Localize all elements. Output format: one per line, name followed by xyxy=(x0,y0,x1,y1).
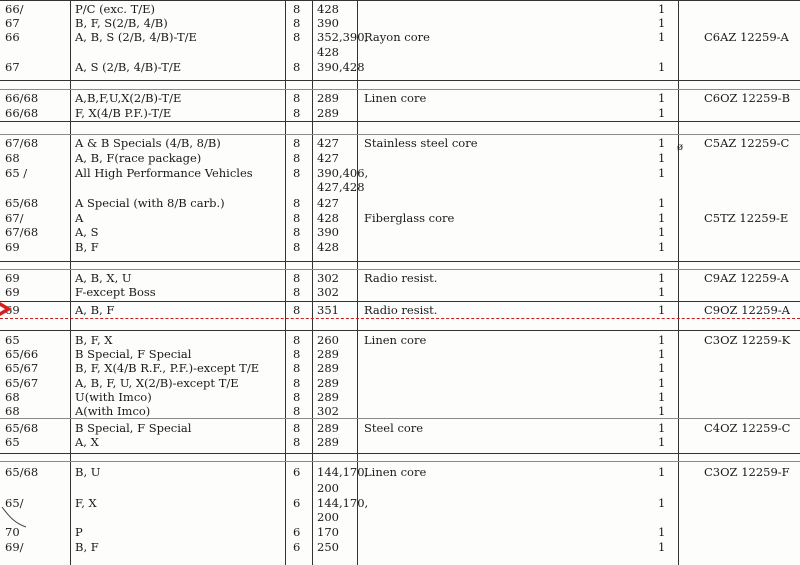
cell-models: B, F, S(2/B, 4/B) xyxy=(75,16,168,30)
cell-cid: 289 xyxy=(317,390,339,404)
cell-year: 70 xyxy=(5,525,20,539)
cell-cyl: 6 xyxy=(293,525,301,539)
cell-models: A, X xyxy=(75,435,99,449)
cell-year: 68 xyxy=(5,151,20,165)
cell-models: A, S xyxy=(75,225,99,239)
cell-models: All High Performance Vehicles xyxy=(75,166,253,180)
row-rule xyxy=(0,330,800,331)
cell-desc: Radio resist. xyxy=(364,271,438,285)
cell-qty: 1 xyxy=(658,240,666,254)
cell-year: 69/ xyxy=(5,540,24,554)
cell-year: 67 xyxy=(5,16,20,30)
cell-cid: 428 xyxy=(317,240,339,254)
cell-cyl: 8 xyxy=(293,240,301,254)
cell-year: 65 xyxy=(5,333,20,347)
cell-cid: 289 xyxy=(317,421,339,435)
cell-models: A, S (2/B, 4/B)-T/E xyxy=(75,60,182,74)
cell-year: 69 xyxy=(5,271,20,285)
cell-cid: 427 xyxy=(317,196,339,210)
cell-cid: 390,428 xyxy=(317,60,365,74)
cell-qty: 1 xyxy=(658,465,666,479)
row-rule xyxy=(0,89,800,90)
cell-models: B Special, F Special xyxy=(75,347,192,361)
cell-year: 67/ xyxy=(5,211,24,225)
cell-qty: 1 xyxy=(658,196,666,210)
cell-year: 69 xyxy=(5,303,20,317)
cell-models: F, X(4/B P.F.)-T/E xyxy=(75,106,172,120)
cell-qty: 1 xyxy=(658,106,666,120)
cell-cyl: 6 xyxy=(293,465,301,479)
cell-qty: 1 xyxy=(658,333,666,347)
cell-cid: 428 xyxy=(317,211,339,225)
column-rule xyxy=(357,0,358,565)
cell-cyl: 8 xyxy=(293,196,301,210)
cell-models: P/C (exc. T/E) xyxy=(75,2,156,16)
cell-cyl: 8 xyxy=(293,106,301,120)
cell-cid: 289 xyxy=(317,91,339,105)
column-rule xyxy=(678,0,679,565)
cell-cid: 427 xyxy=(317,136,339,150)
cell-cid: 302 xyxy=(317,271,339,285)
cell-cid: 289 xyxy=(317,376,339,390)
row-rule xyxy=(0,134,800,135)
cell-desc: Fiberglass core xyxy=(364,211,455,225)
cell-cid: 302 xyxy=(317,404,339,418)
cell-part: C3OZ 12259-K xyxy=(704,333,791,347)
row-rule xyxy=(0,121,800,122)
cell-qty: 1 xyxy=(658,390,666,404)
cell-models: B Special, F Special xyxy=(75,421,192,435)
cell-models: B, U xyxy=(75,465,101,479)
cell-year: 69 xyxy=(5,285,20,299)
cell-models: B, F, X xyxy=(75,333,113,347)
cell-cid: 390,406, xyxy=(317,166,369,180)
cell-cid: 289 xyxy=(317,435,339,449)
cell-cid: 200 xyxy=(317,481,339,495)
row-rule xyxy=(0,461,800,462)
cell-desc: Linen core xyxy=(364,333,427,347)
column-rule xyxy=(312,0,313,565)
cell-part: C6AZ 12259-A xyxy=(704,30,789,44)
cell-year: 65 / xyxy=(5,166,28,180)
cell-cyl: 8 xyxy=(293,16,301,30)
cell-cid: 302 xyxy=(317,285,339,299)
row-rule xyxy=(0,80,800,81)
cell-cid: 390 xyxy=(317,225,339,239)
cell-cid: 427 xyxy=(317,151,339,165)
cell-qty: 1 xyxy=(658,525,666,539)
cell-cyl: 8 xyxy=(293,211,301,225)
cell-cyl: 8 xyxy=(293,390,301,404)
cell-cid: 427,428 xyxy=(317,180,365,194)
cell-qty: 1 xyxy=(658,136,666,150)
cell-year: 66/68 xyxy=(5,91,39,105)
cell-models: A, B, F xyxy=(75,303,115,317)
cell-desc: Radio resist. xyxy=(364,303,438,317)
cell-part: C6OZ 12259-B xyxy=(704,91,791,105)
cell-year: 65/68 xyxy=(5,421,39,435)
cell-cyl: 8 xyxy=(293,271,301,285)
cell-year: 67 xyxy=(5,60,20,74)
cell-cid: 144,170, xyxy=(317,465,369,479)
cell-desc: Stainless steel core xyxy=(364,136,478,150)
cell-year: 68 xyxy=(5,404,20,418)
row-rule xyxy=(0,261,800,262)
row-rule xyxy=(0,418,800,419)
cell-cyl: 8 xyxy=(293,303,301,317)
cell-cyl: 8 xyxy=(293,404,301,418)
cell-cyl: 8 xyxy=(293,91,301,105)
cell-cyl: 6 xyxy=(293,540,301,554)
cell-cyl: 8 xyxy=(293,285,301,299)
cell-cid: 390 xyxy=(317,16,339,30)
cell-qty: 1 xyxy=(658,2,666,16)
cell-models: F-except Boss xyxy=(75,285,156,299)
cell-qty: 1 xyxy=(658,435,666,449)
row-rule xyxy=(0,301,800,302)
cell-qty: 1 xyxy=(658,285,666,299)
cell-qty: 1 xyxy=(658,30,666,44)
cell-part: C9AZ 12259-A xyxy=(704,271,789,285)
cell-qty: 1 xyxy=(658,540,666,554)
cell-qty: 1 xyxy=(658,166,666,180)
cell-cid: 289 xyxy=(317,347,339,361)
cell-models: B, F, X(4/B R.F., P.F.)-except T/E xyxy=(75,361,260,375)
cell-qty: 1 xyxy=(658,60,666,74)
cell-cid: 289 xyxy=(317,106,339,120)
cell-year: 65 xyxy=(5,435,20,449)
cell-cid: 289 xyxy=(317,361,339,375)
highlight-row-rule xyxy=(0,318,800,319)
cell-year: 66/ xyxy=(5,2,24,16)
cell-qty: 1 xyxy=(658,91,666,105)
cell-cyl: 8 xyxy=(293,376,301,390)
cell-qty: 1 xyxy=(658,225,666,239)
cell-year: 69 xyxy=(5,240,20,254)
cell-cyl: 8 xyxy=(293,435,301,449)
cell-models: B, F xyxy=(75,540,99,554)
cell-cyl: 6 xyxy=(293,496,301,510)
cell-models: A, B, S (2/B, 4/B)-T/E xyxy=(75,30,197,44)
cell-qty: 1 xyxy=(658,404,666,418)
cell-year: 65/68 xyxy=(5,465,39,479)
cell-models: A, B, F(race package) xyxy=(75,151,202,165)
column-rule xyxy=(285,0,286,565)
cell-models: A, B, X, U xyxy=(75,271,132,285)
cell-cid: 352,390, xyxy=(317,30,369,44)
row-rule xyxy=(0,269,800,270)
cell-year: 65/67 xyxy=(5,376,39,390)
cell-qty: 1 xyxy=(658,421,666,435)
cell-cid: 250 xyxy=(317,540,339,554)
cell-desc: Steel core xyxy=(364,421,424,435)
cell-part: C3OZ 12259-F xyxy=(704,465,790,479)
cell-year: 65/ xyxy=(5,496,24,510)
cell-cyl: 8 xyxy=(293,421,301,435)
cell-models: A Special (with 8/B carb.) xyxy=(75,196,225,210)
cell-cyl: 8 xyxy=(293,60,301,74)
cell-models: P xyxy=(75,525,83,539)
row-rule xyxy=(0,453,800,454)
cell-cyl: 8 xyxy=(293,151,301,165)
cell-cid: 144,170, xyxy=(317,496,369,510)
cell-year: 65/67 xyxy=(5,361,39,375)
cell-cyl: 8 xyxy=(293,2,301,16)
cell-part: C5TZ 12259-E xyxy=(704,211,789,225)
cell-year: 67/68 xyxy=(5,136,39,150)
cell-models: A(with Imco) xyxy=(75,404,151,418)
cell-cyl: 8 xyxy=(293,136,301,150)
cell-qty: 1 xyxy=(658,361,666,375)
cell-cid: 170 xyxy=(317,525,339,539)
cell-cid: 351 xyxy=(317,303,339,317)
margin-scribble xyxy=(0,505,30,545)
cell-qty: 1 xyxy=(658,347,666,361)
cell-part: C5AZ 12259-C xyxy=(704,136,790,150)
cell-models: A xyxy=(75,211,84,225)
cell-cyl: 8 xyxy=(293,347,301,361)
cell-qty: 1 xyxy=(658,496,666,510)
cell-models: U(with Imco) xyxy=(75,390,152,404)
cell-models: B, F xyxy=(75,240,99,254)
cell-cyl: 8 xyxy=(293,333,301,347)
cell-cid: 428 xyxy=(317,45,339,59)
slash-mark: ø xyxy=(677,142,684,153)
cell-desc: Linen core xyxy=(364,465,427,479)
cell-qty: 1 xyxy=(658,303,666,317)
highlight-arrow-inner xyxy=(0,306,5,312)
cell-year: 68 xyxy=(5,390,20,404)
cell-part: C9OZ 12259-A xyxy=(704,303,790,317)
cell-desc: Linen core xyxy=(364,91,427,105)
cell-cyl: 8 xyxy=(293,361,301,375)
cell-qty: 1 xyxy=(658,211,666,225)
cell-year: 65/68 xyxy=(5,196,39,210)
cell-year: 66/68 xyxy=(5,106,39,120)
cell-models: A, B, F, U, X(2/B)-except T/E xyxy=(75,376,239,390)
row-rule xyxy=(0,0,800,1)
cell-part: C4OZ 12259-C xyxy=(704,421,791,435)
cell-cyl: 8 xyxy=(293,225,301,239)
cell-desc: Rayon core xyxy=(364,30,430,44)
cell-qty: 1 xyxy=(658,16,666,30)
cell-models: A & B Specials (4/B, 8/B) xyxy=(75,136,221,150)
cell-year: 67/68 xyxy=(5,225,39,239)
column-rule xyxy=(70,0,71,565)
cell-qty: 1 xyxy=(658,376,666,390)
cell-cyl: 8 xyxy=(293,30,301,44)
cell-models: F, X xyxy=(75,496,97,510)
cell-qty: 1 xyxy=(658,151,666,165)
cell-cid: 428 xyxy=(317,2,339,16)
cell-qty: 1 xyxy=(658,271,666,285)
cell-year: 66 xyxy=(5,30,20,44)
cell-models: A,B,F,U,X(2/B)-T/E xyxy=(75,91,182,105)
cell-cid: 200 xyxy=(317,510,339,524)
cell-year: 65/66 xyxy=(5,347,39,361)
cell-cid: 260 xyxy=(317,333,339,347)
cell-cyl: 8 xyxy=(293,166,301,180)
